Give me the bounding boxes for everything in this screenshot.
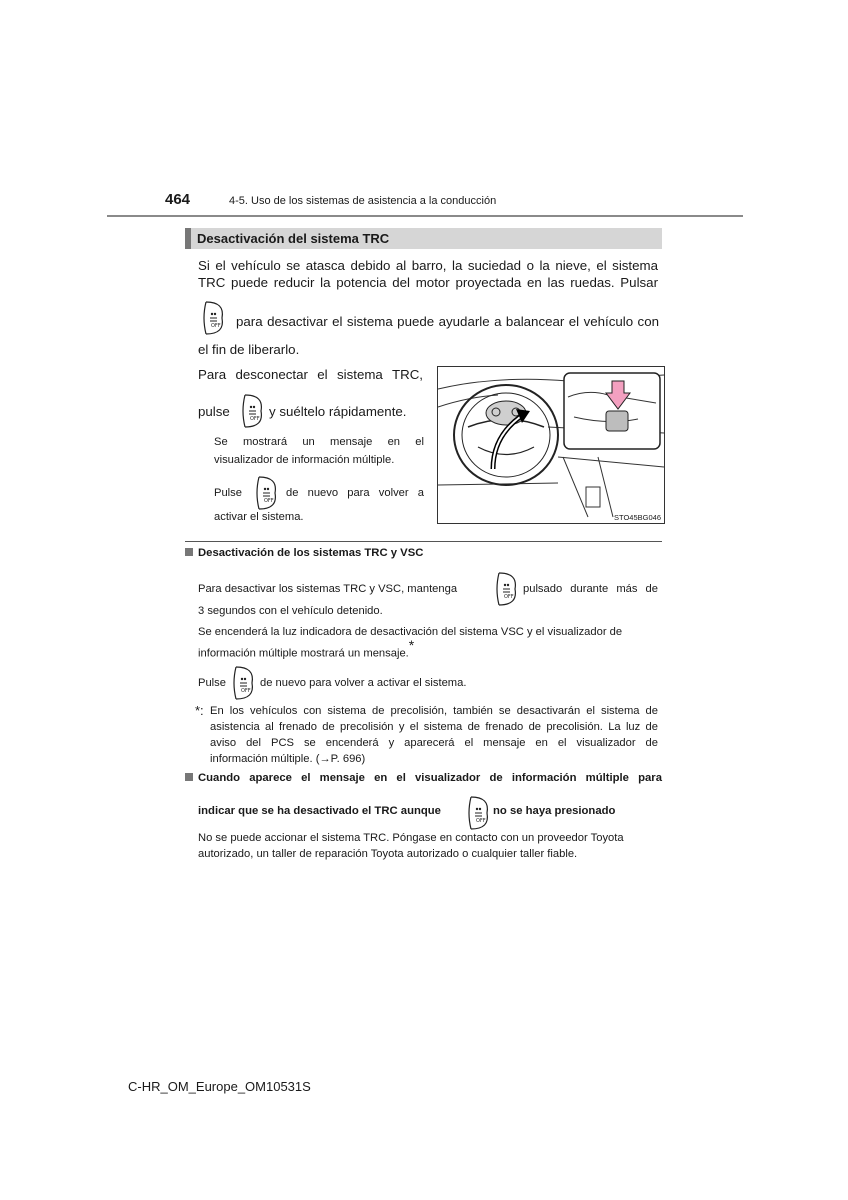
intro-line-1: Si el vehículo se atasca debido al barro, la suciedad o la nieve, el sistema xyxy=(198,258,658,273)
square-bullet-icon xyxy=(185,773,193,781)
dashboard-illustration xyxy=(437,366,665,524)
sub1-para2-b-line xyxy=(198,639,414,663)
disconnect-release-text: y suéltelo rápidamente. xyxy=(269,404,407,419)
intro-line-4: el fin de liberarlo. xyxy=(198,342,300,357)
section-heading: 4-5. Uso de los sistemas de asistencia a la conducción xyxy=(229,195,497,207)
svg-text:OFF: OFF xyxy=(250,416,260,422)
sub1-para3-a: Pulse xyxy=(198,677,226,689)
square-bullet-icon xyxy=(185,548,193,556)
page-number: 464 xyxy=(165,191,191,208)
sub-section-divider xyxy=(185,541,662,542)
trc-off-button-icon xyxy=(231,665,255,701)
footnote-mark: *: xyxy=(195,703,204,718)
reactivate-text: de nuevo para volver a xyxy=(286,487,424,499)
subsection-message-title-2b: no se haya presionado xyxy=(493,805,616,817)
footnote-line-1: En los vehículos con sistema de precolisión, también se desactivarán el sistema de xyxy=(210,705,658,717)
sub1-para1-c: 3 segundos con el vehículo detenido. xyxy=(198,605,383,617)
steering-wheel-drawing xyxy=(438,367,664,523)
trc-off-button-icon xyxy=(466,795,490,831)
intro-line-3: para desactivar el sistema puede ayudarle a balancear el vehículo con xyxy=(236,314,659,329)
svg-text:OFF: OFF xyxy=(504,594,514,600)
trc-off-button-icon xyxy=(254,475,278,511)
sub1-para1-a: Para desactivar los sistemas TRC y VSC, mantenga xyxy=(198,583,458,595)
reactivate-line-2: activar el sistema. xyxy=(214,511,304,523)
disconnect-pulse-label: pulse xyxy=(198,404,230,419)
section-title: Desactivación del sistema TRC xyxy=(197,231,390,246)
subsection-message-title-1 xyxy=(185,772,662,784)
svg-text:OFF: OFF xyxy=(241,688,251,694)
footnote-line-4: información múltiple. (→P. 696) xyxy=(210,753,366,765)
footnote-line-2: asistencia al frenado de precolisión y el sistema de frenado de precolisión. La luz de xyxy=(210,721,658,733)
document-code: C-HR_OM_Europe_OM10531S xyxy=(128,1079,311,1094)
subsection-message-title-text: Cuando aparece el mensaje en el visualizador de información múltiple para xyxy=(198,772,662,784)
sub1-para2-a: Se encenderá la luz indicadora de desactivación del sistema VSC y el visualizador de xyxy=(198,626,623,638)
footnote-line-3: aviso del PCS se encenderá y aparecerá el mensaje en el visualizador de xyxy=(210,737,658,749)
illustration-code: STO45BG046 xyxy=(614,513,661,522)
subsection-trc-vsc-title-text: Desactivación de los sistemas TRC y VSC xyxy=(198,547,424,559)
message-line-1: Se mostrará un mensaje en el xyxy=(214,436,424,448)
header-divider xyxy=(107,215,743,217)
svg-text:OFF: OFF xyxy=(264,498,274,504)
svg-text:OFF: OFF xyxy=(476,818,486,824)
sub2-body-2: autorizado, un taller de reparación Toyota autorizado o cualquier taller fiable. xyxy=(198,848,578,860)
subsection-trc-vsc-title xyxy=(185,547,423,559)
disconnect-line-1: Para desconectar el sistema TRC, xyxy=(198,367,423,382)
intro-line-2: TRC puede reducir la potencia del motor proyectada en las ruedas. Pulsar xyxy=(198,275,658,290)
subsection-message-title-2a: indicar que se ha desactivado el TRC aunque xyxy=(198,805,441,817)
message-line-2: visualizador de información múltiple. xyxy=(214,454,395,466)
section-title-bar xyxy=(185,228,662,249)
trc-off-button-icon xyxy=(494,571,518,607)
sub1-para1-b: pulsado durante más de xyxy=(523,583,658,595)
reactivate-pulse-label: Pulse xyxy=(214,487,242,499)
trc-off-button-icon xyxy=(201,300,225,336)
trc-off-button-icon xyxy=(240,393,264,429)
sub1-para2-b: información múltiple mostrará un mensaje. xyxy=(198,647,409,660)
sub2-body-1: No se puede accionar el sistema TRC. Póngase en contacto con un proveedor Toyota xyxy=(198,832,624,844)
svg-text:OFF: OFF xyxy=(211,323,221,329)
sub1-para3-b: de nuevo para volver a activar el sistema. xyxy=(260,677,467,689)
footnote-asterisk: * xyxy=(408,637,415,653)
